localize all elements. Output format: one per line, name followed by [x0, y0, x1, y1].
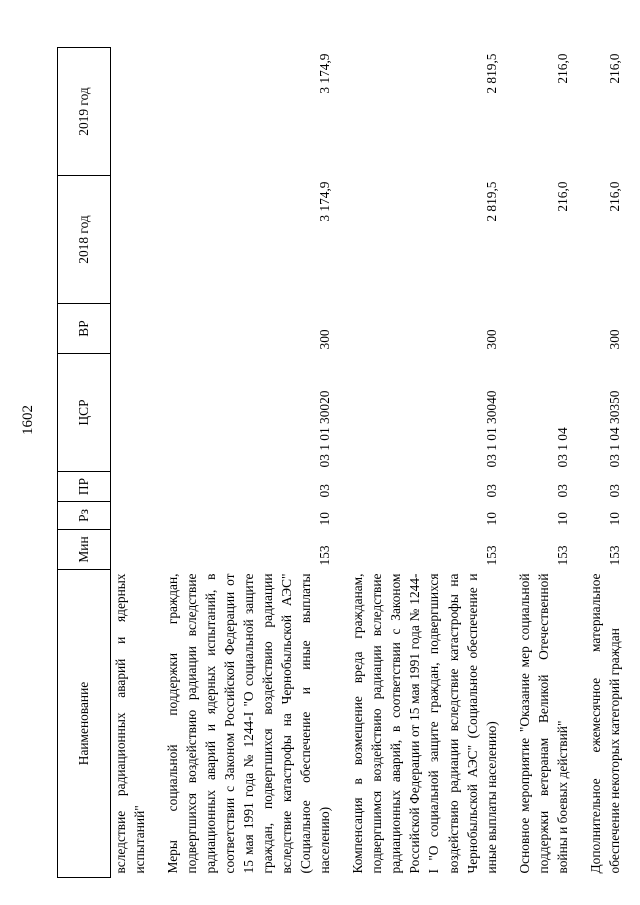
table-row	[163, 48, 348, 878]
row-min: 153	[606, 545, 622, 566]
row-2018	[111, 176, 164, 304]
row-2018: 3 174,9	[317, 181, 333, 222]
row-vr: 300	[606, 329, 622, 350]
row-2019: 216,0	[606, 53, 622, 84]
budget-table	[57, 47, 638, 878]
row-name: Дополнительное ежемесячное материальное обеспечение некоторых категорий граждан	[587, 573, 622, 874]
header-vr: ВР	[58, 304, 111, 354]
row-vr	[111, 304, 164, 354]
row-pr: 03	[554, 484, 570, 498]
header-pr: ПР	[58, 472, 111, 502]
row-name: Компенсация в возмещение вреда гражданам, подвергшимся воздействию радиации вследствие радиационных аварий, в соответствии с Законом Российской Федерации от 15 мая 1991 года № 1244-I "О социальной защите граждан, подвергшихся воздействию радиации вследствие катастрофы на Чернобыльской АЭС" (Социальное обеспечение и иные выплаты населению)	[350, 573, 499, 874]
row-csr: 03 1 01 30040	[483, 390, 499, 468]
row-rz: 10	[483, 512, 499, 526]
row-rz: 10	[554, 512, 570, 526]
row-pr: 03	[317, 484, 333, 498]
row-rz: 10	[317, 512, 333, 526]
budget-table-sheet	[57, 48, 622, 878]
row-vr: 300	[317, 329, 333, 350]
page-number: 1602	[20, 405, 36, 435]
row-min: 153	[317, 545, 333, 566]
row-csr	[111, 354, 164, 472]
table-row	[586, 48, 638, 878]
row-pr	[111, 472, 164, 502]
row-vr	[515, 304, 586, 354]
row-min	[111, 530, 164, 570]
header-rz: Рз	[58, 502, 111, 530]
table-row	[515, 48, 586, 878]
row-2018: 216,0	[606, 181, 622, 212]
row-name: Основное мероприятие "Оказание мер социальной поддержки ветеранам Великой Отечественной войны и боевых действий"	[516, 573, 570, 874]
row-2018: 216,0	[554, 181, 570, 212]
row-pr: 03	[606, 484, 622, 498]
row-name: Меры социальной поддержки граждан, подвергшихся воздействию радиации вследствие радиационных аварий и ядерных испытаний, в соответствии с Законом Российской Федерации от 15 мая 1991 года № 1244-I "О социальной защите граждан, подвергшихся воздействию радиации вследствие катастрофы на Чернобыльской АЭС" (Социальное обеспечение и иные выплаты населению)	[165, 573, 333, 874]
header-2018: 2018 год	[58, 176, 111, 304]
row-2019: 2 819,5	[483, 53, 499, 94]
header-row	[58, 48, 111, 878]
header-csr: ЦСР	[58, 354, 111, 472]
table-row	[111, 48, 164, 878]
header-2019: 2019 год	[58, 48, 111, 176]
header-min: Мин	[58, 530, 111, 570]
row-vr: 300	[483, 329, 499, 350]
row-csr: 03 1 04	[554, 427, 570, 468]
row-name: вследствие радиационных аварий и ядерных испытаний"	[113, 573, 148, 874]
row-min: 153	[483, 545, 499, 566]
row-csr: 03 1 04 30350	[606, 390, 622, 468]
table-row	[348, 48, 514, 878]
row-rz: 10	[606, 512, 622, 526]
row-min: 153	[554, 545, 570, 566]
row-2019: 3 174,9	[317, 53, 333, 94]
row-2019	[111, 48, 164, 176]
row-2018: 2 819,5	[483, 181, 499, 222]
row-pr: 03	[483, 484, 499, 498]
header-name: Наименование	[58, 570, 111, 878]
row-rz	[111, 502, 164, 530]
row-2019: 216,0	[554, 53, 570, 84]
row-csr: 03 1 01 30020	[317, 390, 333, 468]
